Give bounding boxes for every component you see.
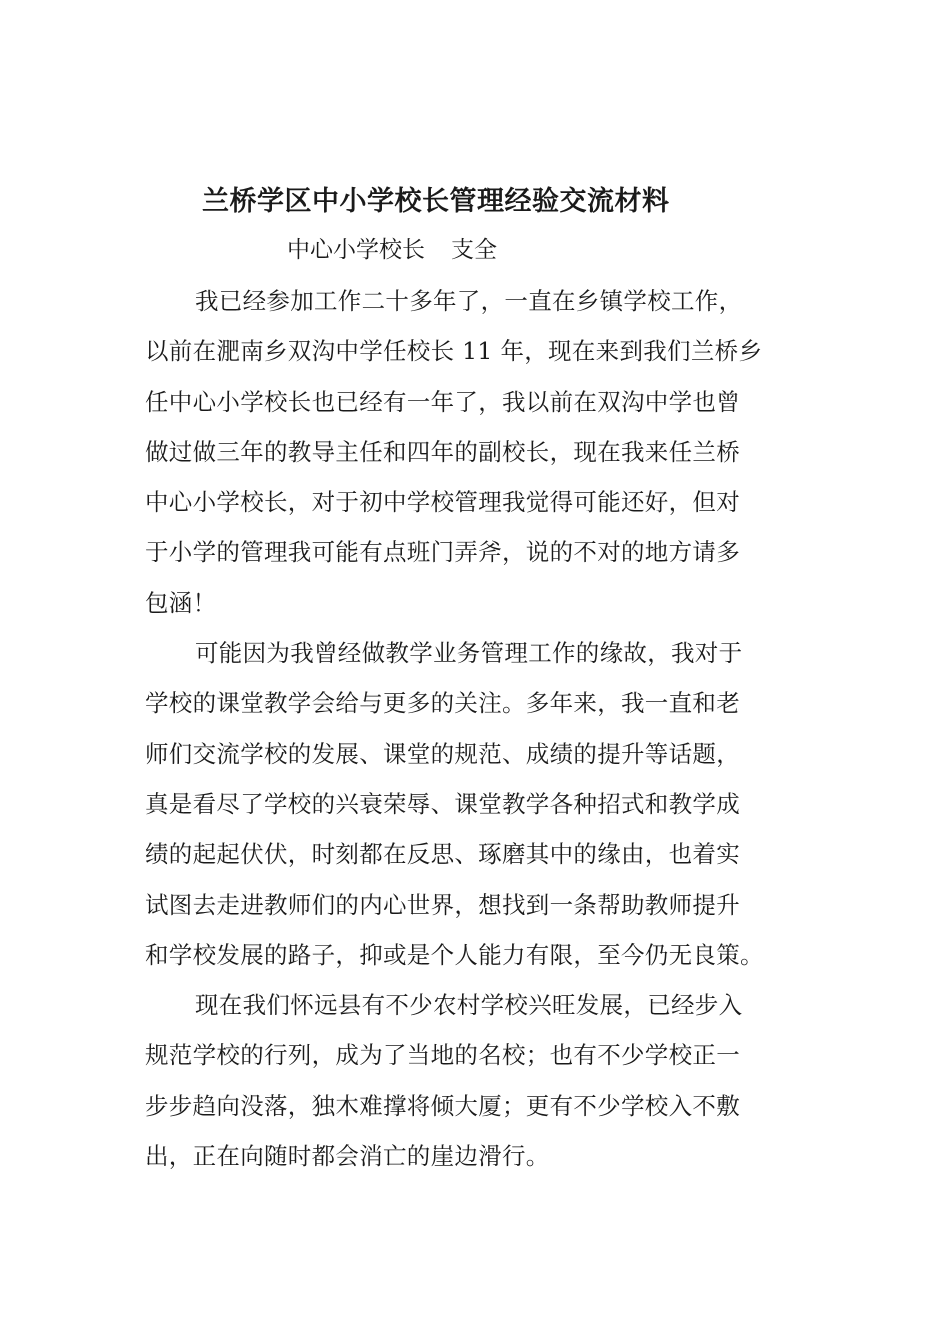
paragraph-3-line-2: 规范学校的行列，成为了当地的名校；也有不少学校正一 <box>145 1041 740 1070</box>
author-name: 支全 <box>451 237 497 263</box>
author-role: 中心小学校长 <box>287 237 425 263</box>
paragraph-1-line-1: 我已经参加工作二十多年了，一直在乡镇学校工作， <box>195 287 743 315</box>
paragraph-2-line-5: 绩的起起伏伏，时刻都在反思、琢磨其中的缘由，也着实 <box>145 840 740 869</box>
document-title: 兰桥学区中小学校长管理经验交流材料 <box>202 186 670 217</box>
paragraph-2-line-4: 真是看尽了学校的兴衰荣辱、课堂教学各种招式和教学成 <box>145 789 740 818</box>
paragraph-1-line-2: 以前在淝南乡双沟中学任校长 11 年，现在来到我们兰桥乡 <box>145 337 763 366</box>
paragraph-3-line-3: 步步趋向没落，独木难撑将倾大厦；更有不少学校入不敷 <box>145 1091 740 1120</box>
paragraph-2-line-3: 师们交流学校的发展、课堂的规范、成绩的提升等话题， <box>145 739 740 768</box>
document-body <box>145 276 810 1181</box>
paragraph-2-line-2: 学校的课堂教学会给与更多的关注。多年来，我一直和老 <box>145 689 740 718</box>
paragraph-3-line-1: 现在我们怀远县有不少农村学校兴旺发展，已经步入 <box>195 991 743 1020</box>
paragraph-2-line-7: 和学校发展的路子，抑或是个人能力有限，至今仍无良策。 <box>145 940 764 969</box>
paragraph-1-line-4: 做过做三年的教导主任和四年的副校长，现在我来任兰桥 <box>145 437 740 466</box>
paragraph-3-line-4: 出，正在向随时都会消亡的崖边滑行。 <box>145 1142 550 1171</box>
paragraph-1-line-3: 任中心小学校长也已经有一年了，我以前在双沟中学也曾 <box>145 387 740 416</box>
paragraph-1-line-5: 中心小学校长，对于初中学校管理我觉得可能还好，但对 <box>145 488 740 517</box>
paragraph-1-line-6: 于小学的管理我可能有点班门弄斧，说的不对的地方请多 <box>145 538 740 567</box>
paragraph-1-line-7: 包涵！ <box>145 588 217 617</box>
paragraph-2-line-6: 试图去走进教师们的内心世界，想找到一条帮助教师提升 <box>145 890 740 919</box>
document-author <box>287 232 497 268</box>
paragraph-2-line-1: 可能因为我曾经做教学业务管理工作的缘故，我对于 <box>195 639 743 668</box>
